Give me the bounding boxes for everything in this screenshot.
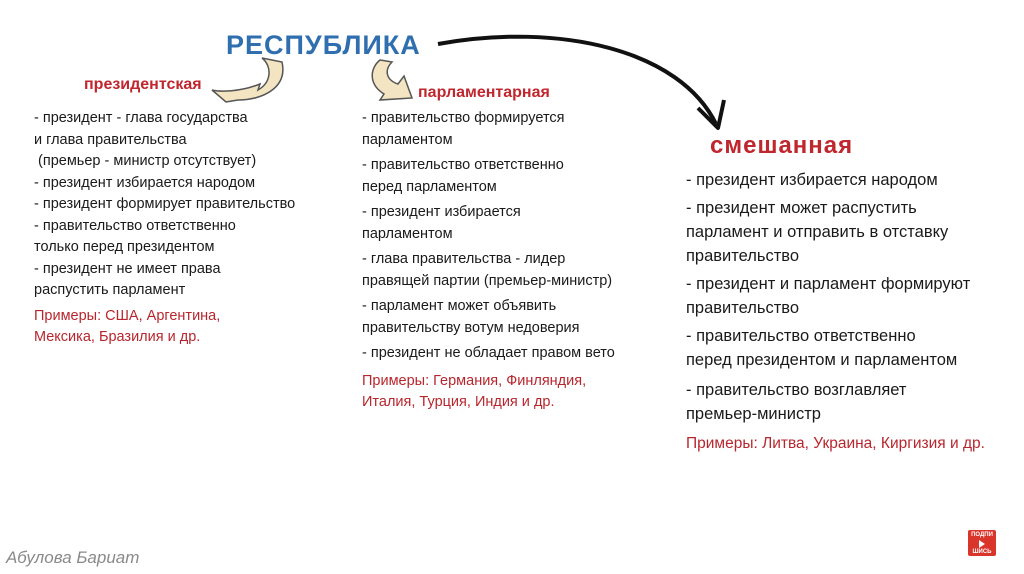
- list-item: только перед президентом: [34, 239, 215, 255]
- list-item: правящей партии (премьер-министр): [362, 272, 613, 289]
- examples-line: Мексика, Бразилия и др.: [34, 329, 201, 345]
- list-item: - правительство ответственно: [362, 157, 564, 173]
- list-item: перед президентом и парламентом: [686, 351, 958, 369]
- author-name: Абулова Бариат: [6, 548, 140, 567]
- curved-arrow-left-icon: [212, 58, 283, 102]
- heading-parliamentary: парламентарная: [418, 84, 550, 101]
- list-item: - президент - глава государства: [34, 110, 248, 126]
- list-item: - глава правительства - лидер: [362, 251, 566, 267]
- list-item: правительство: [686, 299, 800, 317]
- list-item: распустить парламент: [34, 282, 186, 298]
- list-item: перед парламентом: [362, 178, 497, 195]
- examples-line: Примеры: США, Аргентина,: [34, 307, 221, 324]
- list-item: - президент избирается народом: [686, 171, 938, 189]
- list-item: - президент и парламент формируют: [686, 275, 971, 293]
- heading-mixed: смешанная: [710, 132, 854, 159]
- list-item: - президент формирует правительство: [34, 196, 296, 212]
- list-item: премьер-министр: [686, 405, 821, 423]
- examples-line: Примеры: Германия, Финляндия,: [362, 372, 587, 389]
- list-item: (премьер - министр отсутствует): [34, 153, 257, 169]
- list-item: - правительство формируется: [362, 110, 565, 126]
- list-item: - президент может распустить: [686, 199, 917, 217]
- parliamentary-column: [362, 108, 662, 414]
- mixed-column: [686, 168, 1016, 456]
- list-item: - правительство ответственно: [34, 217, 236, 234]
- list-item: - парламент может объявить: [362, 298, 557, 314]
- presidential-list: [34, 108, 344, 302]
- list-item: и глава правительства: [34, 131, 187, 148]
- logo-text-top: ПОДПИ: [971, 532, 993, 538]
- list-item: парламент и отправить в отставку: [686, 223, 949, 241]
- play-icon: [979, 540, 985, 548]
- presidential-examples: [34, 306, 344, 349]
- list-item: - правительство возглавляет: [686, 381, 907, 399]
- list-item: - президент не имеет права: [34, 260, 221, 277]
- curved-arrow-right-icon: [372, 60, 412, 100]
- page-title: РЕСПУБЛИКА: [226, 30, 421, 60]
- list-item: парламентом: [362, 225, 453, 242]
- list-item: парламентом: [362, 131, 453, 148]
- examples-line: Италия, Турция, Индия и др.: [362, 394, 555, 410]
- mixed-list: [686, 168, 1016, 426]
- list-item: - президент не обладает правом вето: [362, 345, 615, 361]
- heading-presidential: президентская: [84, 76, 202, 93]
- list-item: - правительство ответственно: [686, 327, 916, 345]
- list-item: правительству вотум недоверия: [362, 319, 580, 336]
- parliamentary-examples: [362, 371, 662, 414]
- logo-text-bottom: ШИСЬ: [972, 549, 992, 555]
- mixed-examples: Примеры: Литва, Украина, Киргизия и др.: [686, 435, 985, 452]
- list-item: - президент избирается народом: [34, 174, 256, 191]
- presidential-column: [34, 108, 344, 349]
- subscribe-logo[interactable]: [968, 530, 996, 556]
- list-item: - президент избирается: [362, 204, 521, 220]
- list-item: правительство: [686, 247, 800, 265]
- parliamentary-list: [362, 108, 662, 365]
